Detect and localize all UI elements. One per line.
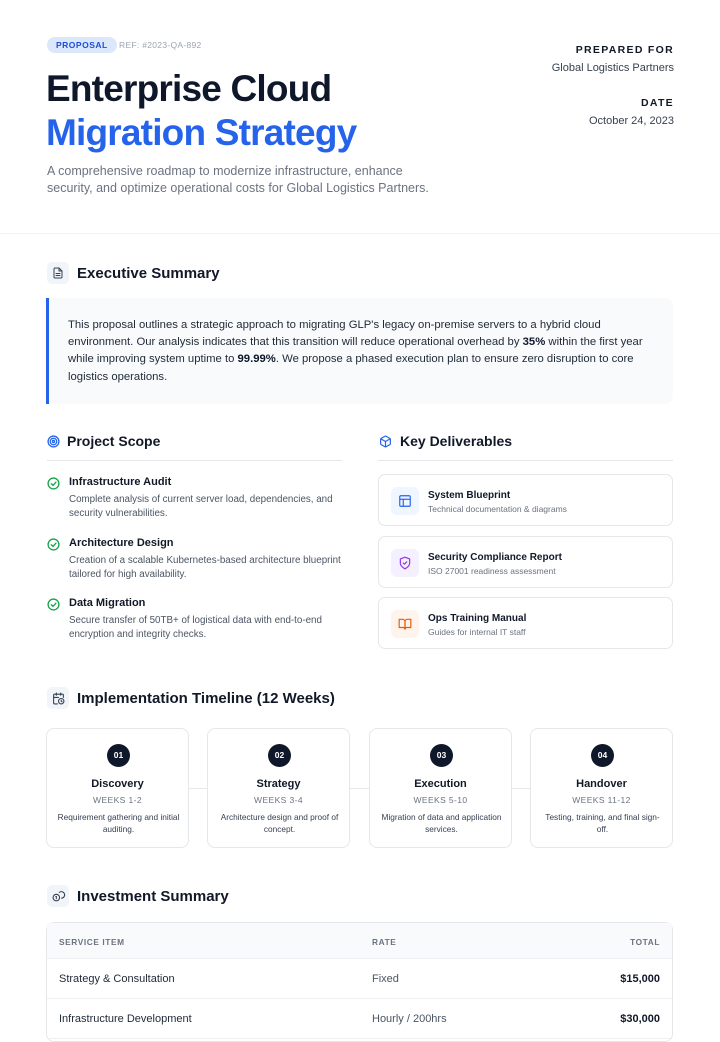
deliverable-subtitle: Technical documentation & diagrams (428, 504, 567, 514)
phase-description: Architecture design and proof of concept. (220, 812, 339, 834)
deliverables-divider (378, 460, 673, 461)
target-icon (47, 435, 60, 448)
phase-weeks: WEEKS 11-12 (572, 795, 631, 805)
phase-description: Requirement gathering and initial auditing. (57, 812, 180, 834)
deliverable-subtitle: Guides for internal IT staff (428, 627, 526, 637)
scope-item-description: Secure transfer of 50TB+ of logistical data with end-to-end encryption and integrity checks. (69, 615, 322, 640)
prepared-for-value: Global Logistics Partners (551, 62, 674, 74)
phase-weeks: WEEKS 3-4 (254, 795, 303, 805)
proposal-badge: PROPOSAL (47, 37, 117, 53)
phase-number: 04 (591, 744, 614, 767)
phase-description: Testing, training, and final sign-off. (545, 812, 660, 834)
check-circle-icon (47, 538, 60, 551)
phase-title: Handover (576, 778, 627, 790)
phase-description: Migration of data and application services. (381, 812, 502, 834)
date-label: DATE (640, 97, 674, 109)
title-line-1: Enterprise Cloud (46, 68, 332, 109)
timeline-title: Implementation Timeline (12 Weeks) (77, 689, 335, 707)
check-circle-icon (47, 477, 60, 490)
document-subtitle: A comprehensive roadmap to modernize infrastructure, enhance security, and optimize operational costs for Global Logistics Partners. (47, 164, 429, 195)
scope-item-title: Architecture Design (69, 537, 174, 549)
scope-item-title: Data Migration (69, 597, 146, 609)
phase-weeks: WEEKS 5-10 (413, 795, 468, 805)
phase-number: 02 (268, 744, 291, 767)
document-header (0, 0, 720, 234)
project-scope-heading (47, 431, 160, 451)
timeline-phase-card (369, 728, 512, 848)
deliverable-title: System Blueprint (428, 490, 511, 501)
phase-title: Execution (414, 778, 467, 790)
shield-check-icon (391, 549, 419, 577)
executive-summary-title: Executive Summary (77, 264, 220, 282)
summary-highlight-overhead: 35% (522, 336, 546, 349)
table-row (47, 959, 672, 999)
phase-title: Discovery (91, 778, 144, 790)
project-scope-title: Project Scope (67, 433, 161, 449)
calendar-clock-icon (47, 687, 69, 709)
deliverable-card (378, 474, 673, 526)
layout-icon (391, 487, 419, 515)
row-rate: Fixed (372, 973, 399, 985)
phase-number: 03 (430, 744, 453, 767)
deliverable-title: Ops Training Manual (428, 613, 527, 624)
reference-number: REF: #2023-QA-892 (119, 40, 202, 50)
scope-item-description: Creation of a scalable Kubernetes-based architecture blueprint tailored for high availability. (69, 555, 341, 580)
investment-title: Investment Summary (77, 887, 229, 905)
column-header-item: SERVICE ITEM (59, 937, 125, 947)
date-value: October 24, 2023 (588, 115, 674, 127)
row-total: $15,000 (620, 973, 660, 985)
summary-text-1: This proposal outlines a strategic approach to migrating GLP's legacy on-premise servers to a hybrid cloud environment. Our analysis indicates that this transition will reduce operational overhead by (68, 319, 601, 349)
column-header-rate: RATE (372, 937, 397, 947)
table-header (47, 923, 672, 959)
deliverable-title: Security Compliance Report (428, 552, 562, 563)
timeline-phase-card (530, 728, 673, 848)
coins-icon (47, 885, 69, 907)
row-total: $30,000 (620, 1013, 660, 1025)
key-deliverables-title: Key Deliverables (400, 433, 513, 449)
scope-divider (47, 460, 342, 461)
row-service-item: Strategy & Consultation (59, 973, 175, 985)
title-line-2: Migration Strategy (46, 112, 357, 153)
summary-text-2: within the first year while improving system uptime to (68, 336, 643, 366)
table-row (47, 999, 672, 1039)
phase-weeks: WEEKS 1-2 (93, 795, 142, 805)
deliverable-subtitle: ISO 27001 readiness assessment (428, 566, 556, 576)
package-icon (379, 435, 392, 448)
timeline-phase-card (207, 728, 350, 848)
executive-summary-box (46, 298, 673, 404)
prepared-for-label: PREPARED FOR (575, 44, 674, 56)
row-service-item: Infrastructure Development (59, 1013, 192, 1025)
investment-heading (47, 885, 229, 907)
timeline-heading (47, 687, 335, 709)
summary-text-3: . We propose a phased execution plan to ensure zero disruption to core logistics operations. (68, 353, 634, 383)
phase-number: 01 (107, 744, 130, 767)
investment-table (46, 922, 673, 1042)
phase-title: Strategy (256, 778, 301, 790)
summary-highlight-uptime: 99.99% (237, 353, 276, 366)
check-circle-icon (47, 598, 60, 611)
scope-item-description: Complete analysis of current server load, dependencies, and security vulnerabilities. (69, 494, 333, 519)
document-icon (47, 262, 69, 284)
deliverable-card (378, 597, 673, 649)
executive-summary-heading (47, 262, 220, 284)
book-icon (391, 610, 419, 638)
row-rate: Hourly / 200hrs (372, 1013, 447, 1025)
column-header-total: TOTAL (630, 937, 660, 947)
timeline-phase-card (46, 728, 189, 848)
deliverable-card (378, 536, 673, 588)
scope-item-title: Infrastructure Audit (69, 476, 172, 488)
key-deliverables-heading (379, 431, 512, 451)
